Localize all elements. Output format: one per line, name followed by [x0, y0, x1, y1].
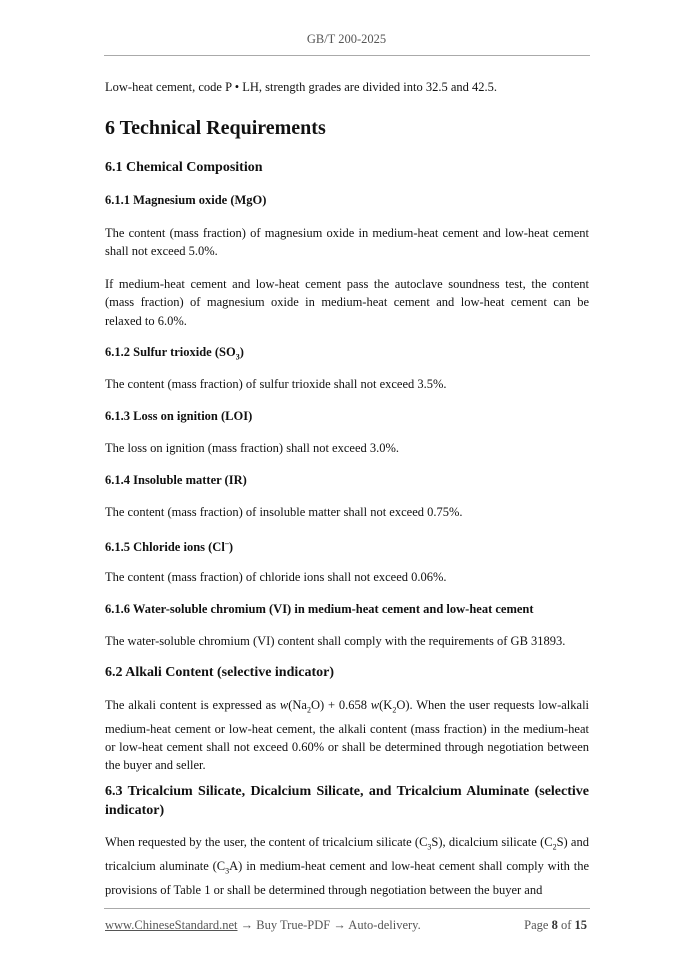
- subscript: 3: [427, 842, 432, 852]
- paragraph: [105, 696, 589, 775]
- section-6-1-1-heading: 6.1.1 Magnesium oxide (MgO): [105, 193, 267, 207]
- website-link[interactable]: www.ChineseStandard.net: [105, 918, 238, 932]
- heading-text: ): [228, 540, 233, 555]
- page-total: 15: [574, 918, 587, 932]
- text: w: [279, 698, 289, 712]
- footer-rule: [104, 908, 590, 909]
- subscript: 2: [306, 705, 311, 715]
- subscript: 2: [392, 705, 397, 715]
- section-6-1-6-heading: 6.1.6 Water-soluble chromium (VI) in medium-heat cement and low-heat cement: [105, 602, 534, 616]
- page-indicator: [524, 918, 587, 933]
- section-6-3-heading: 6.3 Tricalcium Silicate, Dicalcium Silicate, and Tricalcium Aluminate (selective indicator): [105, 784, 589, 818]
- paragraph: The content (mass fraction) of chloride ions shall not exceed 0.06%.: [105, 570, 447, 584]
- section-6-1-4-heading: 6.1.4 Insoluble matter (IR): [105, 473, 247, 487]
- heading-text: ): [239, 345, 244, 359]
- document-header: GB/T 200-2025: [306, 32, 387, 46]
- text: The alkali content is expressed as: [105, 698, 280, 712]
- subscript: 3: [225, 866, 230, 876]
- paragraph: The water-soluble chromium (VI) content shall comply with the requirements of GB 31893.: [105, 634, 566, 648]
- paragraph: The content (mass fraction) of insoluble matter shall not exceed 0.75%.: [105, 505, 463, 519]
- heading-text: 6.1.2 Sulfur trioxide (SO: [105, 345, 236, 359]
- text: S), dicalcium silicate (C: [431, 835, 553, 849]
- text: O) + 0.658: [310, 698, 371, 712]
- section-6-heading: 6 Technical Requirements: [105, 117, 326, 139]
- section-6-1-heading: 6.1 Chemical Composition: [105, 160, 263, 175]
- of-label: of: [557, 918, 575, 932]
- text: (Na: [288, 698, 307, 712]
- section-6-1-3-heading: 6.1.3 Loss on ignition (LOI): [105, 409, 253, 423]
- footer-left: [105, 918, 421, 933]
- heading-text: 6.1.5 Chloride ions (Cl: [105, 540, 225, 555]
- paragraph: The content (mass fraction) of magnesium oxide in medium-heat cement and low-heat cement shall not exceed 5.0%.: [105, 226, 589, 259]
- paragraph: The loss on ignition (mass fraction) shall not exceed 3.0%.: [105, 441, 400, 455]
- text: S) and tricalcium aluminate (C: [105, 835, 589, 873]
- intro-paragraph: Low-heat cement, code P • LH, strength grades are divided into 32.5 and 42.5.: [105, 80, 497, 94]
- text: w: [370, 698, 380, 712]
- paragraph: The content (mass fraction) of sulfur trioxide shall not exceed 3.5%.: [105, 377, 447, 391]
- section-6-2-heading: 6.2 Alkali Content (selective indicator): [105, 665, 335, 680]
- subscript: 2: [552, 842, 557, 852]
- subscript: 3: [235, 352, 240, 362]
- superscript: –: [224, 539, 229, 548]
- page-number: 8: [551, 918, 558, 932]
- section-6-1-5-heading: [105, 535, 589, 556]
- text: A) in medium-heat cement and low-heat cement shall comply with the provisions of Table 1 or shall be determined through negotiation between the buyer and: [105, 858, 589, 897]
- section-6-1-2-heading: [105, 343, 589, 367]
- footer: [105, 918, 587, 933]
- page-label: Page: [524, 918, 552, 932]
- text: When requested by the user, the content of tricalcium silicate (C: [105, 835, 428, 849]
- text: O). When the user requests low-alkali medium-heat cement or low-heat cement, the alkali content (mass fraction) in the medium-heat or low-heat cement shall not exceed 0.60% or shall be determined through negotiation between the buyer and seller.: [105, 698, 590, 773]
- footer-text: → Buy True-PDF → Auto-delivery.: [237, 918, 421, 932]
- paragraph: [105, 833, 589, 899]
- header-rule: [104, 55, 590, 56]
- paragraph: If medium-heat cement and low-heat cement pass the autoclave soundness test, the content (mass fraction) of magnesium oxide in medium-heat cement and low-heat cement can be relaxed to 6.0%.: [105, 277, 589, 328]
- text: (K: [379, 698, 393, 712]
